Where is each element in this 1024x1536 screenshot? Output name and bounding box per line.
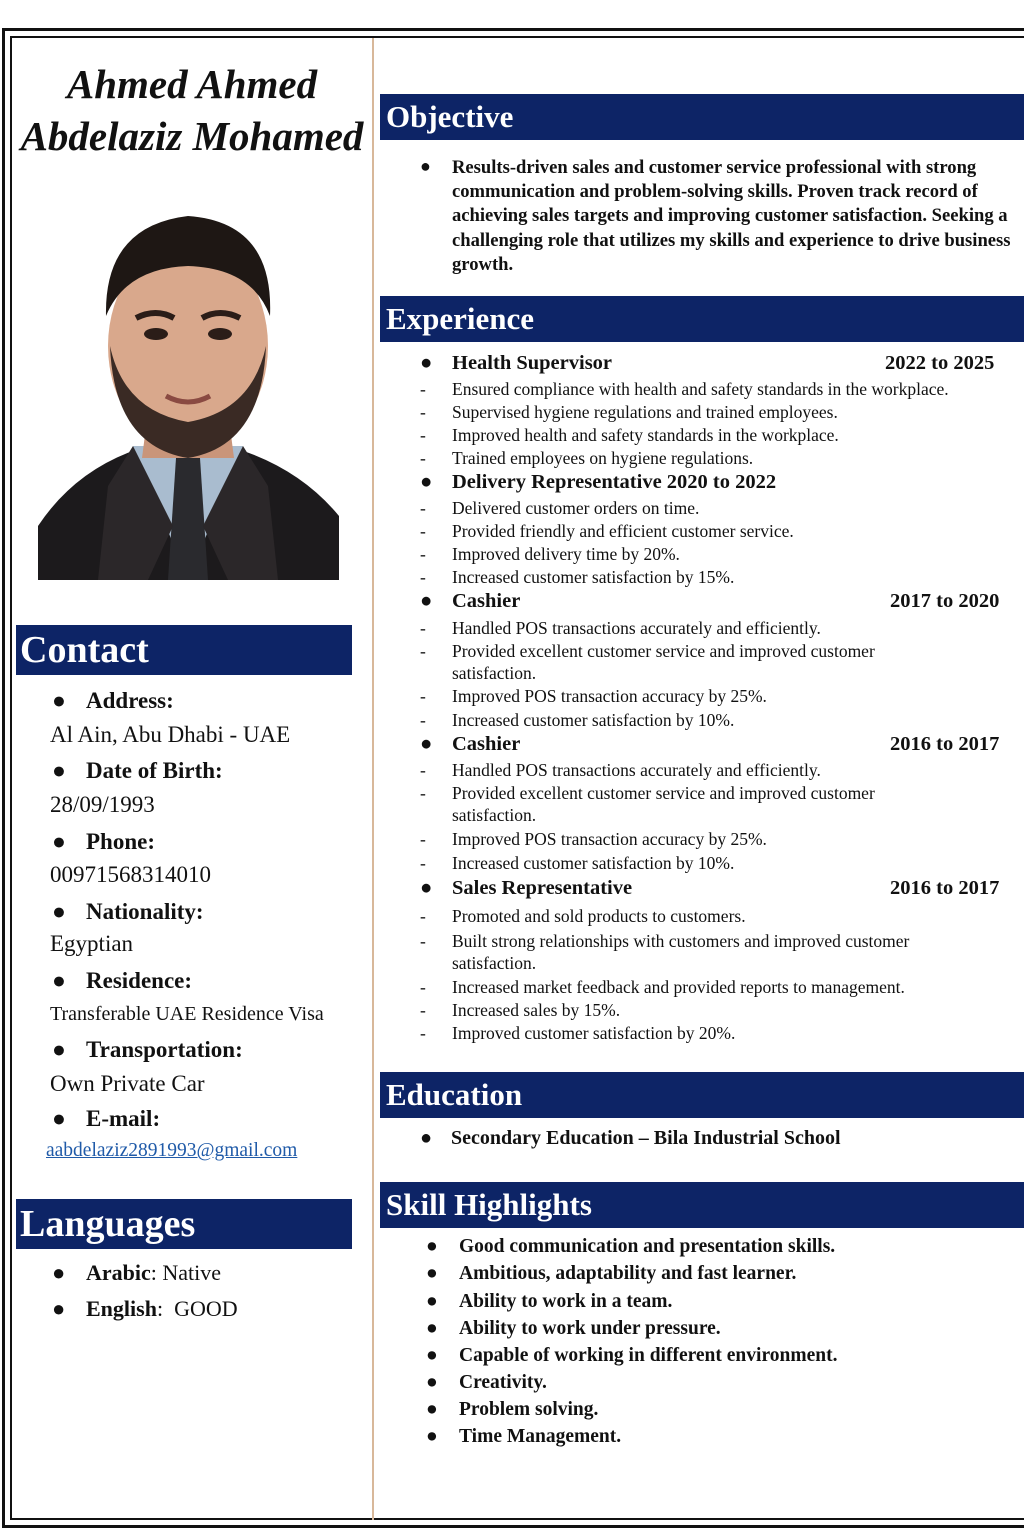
education-heading: Education xyxy=(380,1072,1024,1118)
bullet-icon: ● xyxy=(426,1426,438,1447)
contact-value-nationality: Egyptian xyxy=(50,931,134,956)
experience-heading: Experience xyxy=(380,296,1024,342)
skill-item: ● Ambitious, adaptability and fast learner. xyxy=(426,1263,797,1284)
bullet-icon: ● xyxy=(52,829,66,854)
bullet-icon: ● xyxy=(52,1106,66,1131)
contact-value-transportation: Own Private Car xyxy=(50,1071,205,1096)
job-item: - Promoted and sold products to customers. xyxy=(420,906,746,926)
bullet-icon: ● xyxy=(52,1260,66,1285)
email-link[interactable]: aabdelaziz2891993@gmail.com xyxy=(46,1140,298,1161)
job-title: ● Cashier xyxy=(420,733,521,755)
skill-item: ● Capable of working in different environment. xyxy=(426,1345,838,1366)
skill-item: ● Creativity. xyxy=(426,1372,547,1393)
name-line-2: Abdelaziz Mohamed xyxy=(20,113,364,159)
job-item: - Built strong relationships with customers and improved customer satisfaction. xyxy=(420,931,910,973)
contact-value-dob: 28/09/1993 xyxy=(50,792,155,817)
bullet-icon: ● xyxy=(52,758,66,783)
job-item: - Improved health and safety standards in the workplace. xyxy=(420,425,839,445)
contact-label-residence: ● Residence: xyxy=(52,968,193,993)
bullet-icon: ● xyxy=(420,877,433,899)
bullet-icon: ● xyxy=(426,1318,438,1339)
bullet-icon: ● xyxy=(52,1037,66,1062)
bullet-icon: ● xyxy=(426,1291,438,1312)
education-item: ● Secondary Education – Bila Industrial School xyxy=(420,1127,841,1149)
job-years: 2016 to 2017 xyxy=(890,877,1000,899)
bullet-icon: ● xyxy=(426,1345,438,1366)
contact-label-address: ● Address: xyxy=(52,688,174,713)
bullet-icon: ● xyxy=(426,1263,438,1284)
bullet-icon: ● xyxy=(420,590,433,612)
contact-label-email: ● E-mail: xyxy=(52,1106,161,1131)
name-line-1: Ahmed Ahmed xyxy=(66,61,318,107)
objective-text: Results-driven sales and customer service professional with strong communication and problem-solving skills. Proven track record of achieving sales targets and improving customer satisfaction. Seeking a challenging role that utilizes my skills and experience to drive business growth. xyxy=(452,157,1011,275)
contact-value-phone: 00971568314010 xyxy=(50,862,211,887)
bullet-icon: ● xyxy=(420,733,433,755)
skill-item: ● Time Management. xyxy=(426,1426,622,1447)
languages-heading: Languages xyxy=(16,1199,352,1249)
skills-heading: Skill Highlights xyxy=(380,1182,1024,1228)
job-years: 2017 to 2020 xyxy=(890,590,1000,612)
job-item: - Increased customer satisfaction by 10%. xyxy=(420,853,735,873)
job-title: ● Delivery Representative 2020 to 2022 xyxy=(420,471,777,493)
skill-item: ● Problem solving. xyxy=(426,1399,599,1420)
job-item: - Trained employees on hygiene regulations. xyxy=(420,448,754,468)
bullet-icon: ● xyxy=(420,471,433,493)
bullet-icon: ● xyxy=(426,1236,438,1257)
language-arabic: ● Arabic: Native xyxy=(52,1260,222,1285)
job-item: - Increased customer satisfaction by 15%. xyxy=(420,567,735,587)
bullet-icon: ● xyxy=(420,156,431,176)
bullet-icon: ● xyxy=(52,1296,66,1321)
job-item: - Ensured compliance with health and safety standards in the workplace. xyxy=(420,379,949,399)
contact-label-nationality: ● Nationality: xyxy=(52,899,204,924)
job-item: - Delivered customer orders on time. xyxy=(420,498,700,518)
candidate-name xyxy=(12,58,372,162)
job-title: ● Health Supervisor xyxy=(420,352,613,374)
job-item: - Increased sales by 15%. xyxy=(420,1000,621,1020)
job-item: - Improved delivery time by 20%. xyxy=(420,544,680,564)
profile-photo xyxy=(38,196,339,580)
job-item: - Handled POS transactions accurately and efficiently. xyxy=(420,618,821,638)
skill-item: ● Ability to work in a team. xyxy=(426,1291,673,1312)
language-english: ● English: GOOD xyxy=(52,1296,238,1321)
bullet-icon: ● xyxy=(52,968,66,993)
bullet-icon: ● xyxy=(420,352,433,374)
job-item: - Provided excellent customer service and improved customer satisfaction. xyxy=(420,641,875,683)
job-years: 2016 to 2017 xyxy=(890,733,1000,755)
objective-heading: Objective xyxy=(380,94,1024,140)
contact-heading: Contact xyxy=(16,625,352,675)
bullet-icon: ● xyxy=(52,899,66,924)
skill-item: ● Ability to work under pressure. xyxy=(426,1318,721,1339)
contact-label-phone: ● Phone: xyxy=(52,829,155,854)
job-item: - Improved customer satisfaction by 20%. xyxy=(420,1023,736,1043)
job-title: ● Sales Representative xyxy=(420,877,633,899)
job-years: 2022 to 2025 xyxy=(885,352,995,374)
job-item: - Provided friendly and efficient customer service. xyxy=(420,521,794,541)
contact-value-address: Al Ain, Abu Dhabi - UAE xyxy=(50,722,291,747)
bullet-icon: ● xyxy=(426,1399,438,1420)
job-item: - Increased customer satisfaction by 10%. xyxy=(420,710,735,730)
job-item: - Handled POS transactions accurately and efficiently. xyxy=(420,760,821,780)
bullet-icon: ● xyxy=(52,688,66,713)
bullet-icon: ● xyxy=(420,1127,433,1149)
job-item: - Improved POS transaction accuracy by 25%. xyxy=(420,686,767,706)
skill-item: ● Good communication and presentation skills. xyxy=(426,1236,836,1257)
job-item: - Increased market feedback and provided reports to management. xyxy=(420,977,905,997)
column-divider xyxy=(372,38,374,1520)
job-title: ● Cashier xyxy=(420,590,521,612)
bullet-icon: ● xyxy=(426,1372,438,1393)
job-item: - Provided excellent customer service and improved customer satisfaction. xyxy=(420,783,875,825)
contact-value-residence: Transferable UAE Residence Visa xyxy=(50,1003,324,1025)
job-item: - Improved POS transaction accuracy by 25%. xyxy=(420,829,767,849)
contact-label-dob: ● Date of Birth: xyxy=(52,758,223,783)
contact-label-transportation: ● Transportation: xyxy=(52,1037,243,1062)
job-item: - Supervised hygiene regulations and trained employees. xyxy=(420,402,838,422)
